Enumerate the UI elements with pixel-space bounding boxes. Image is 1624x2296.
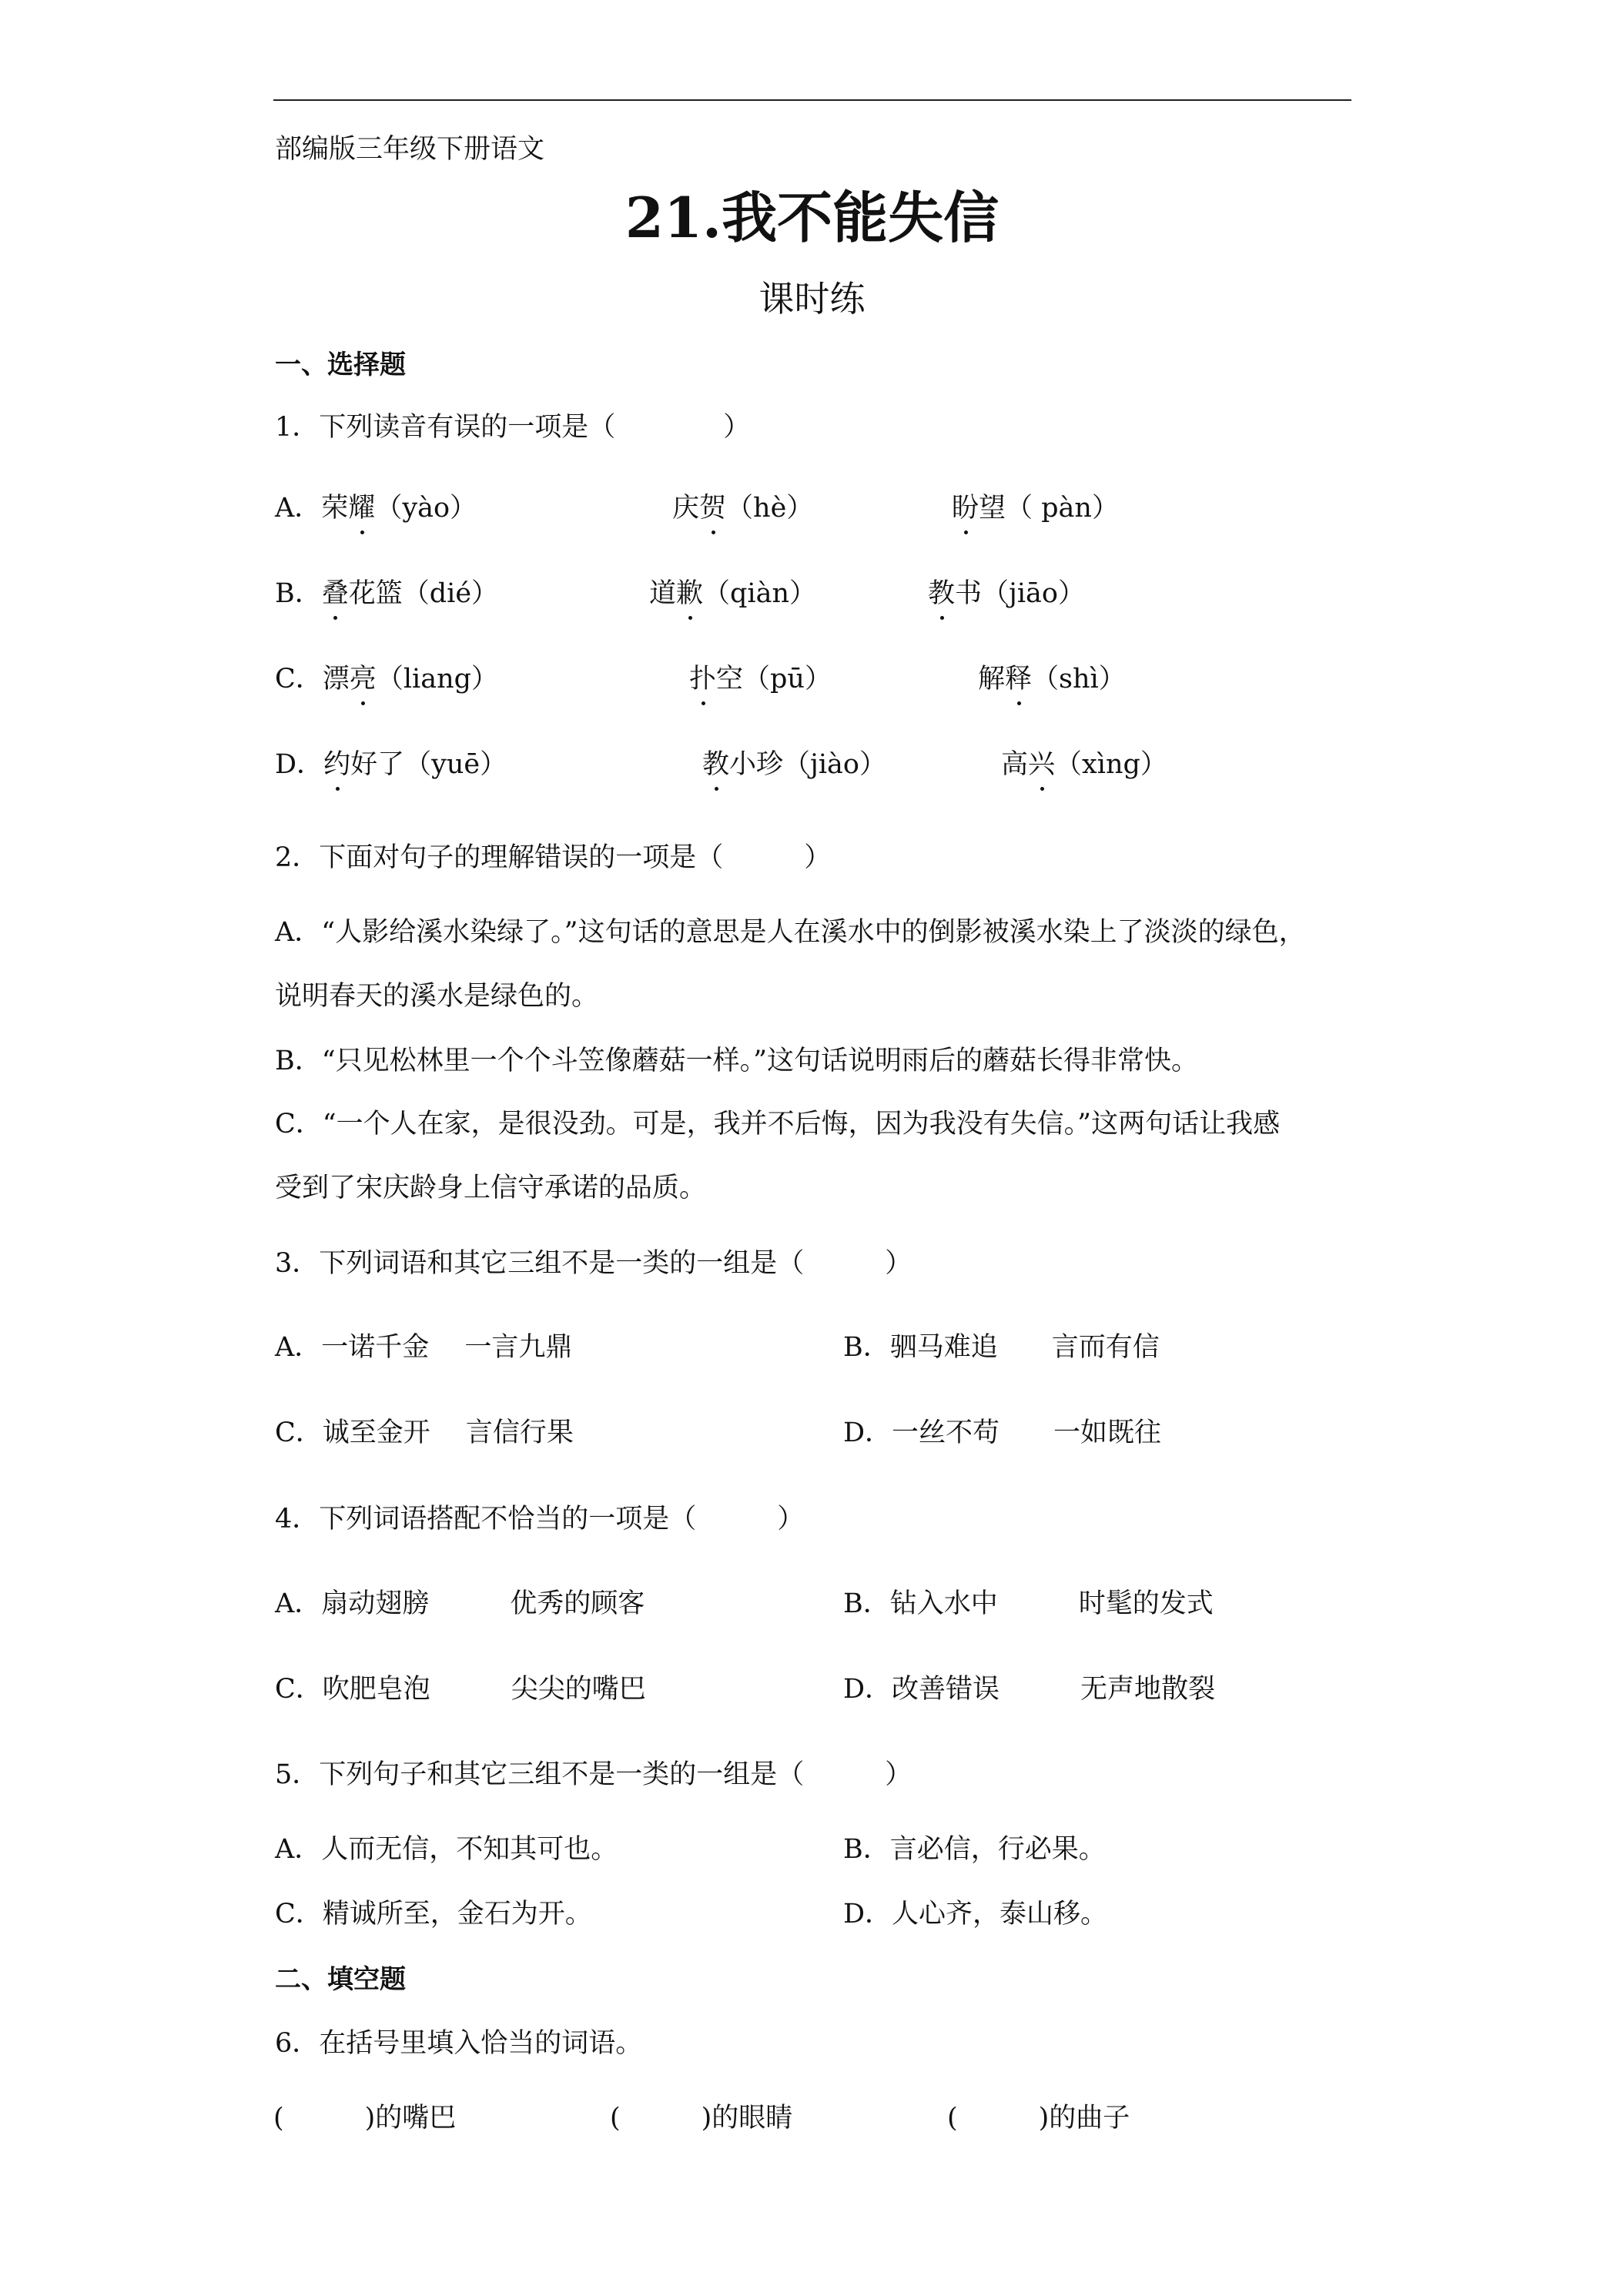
q1-option-c-word2: 扑空（pū） xyxy=(689,658,832,696)
q1-option-d-word2: 教小珍（jiào） xyxy=(702,743,886,782)
q6-blank-1: ( )的嘴巴 xyxy=(273,2103,457,2134)
q5-option-c: C．精诚所至，金石为开。 xyxy=(275,1899,592,1930)
q6-blank-2: ( )的眼睛 xyxy=(610,2103,793,2134)
page-subtitle: 课时练 xyxy=(758,278,866,320)
section-fill-heading: 二、填空题 xyxy=(275,1964,406,1995)
q5-option-d: D．人心齐，泰山移。 xyxy=(843,1899,1108,1930)
q3-stem: 3．下列词语和其它三组不是一类的一组是（ ） xyxy=(275,1248,912,1279)
section-choice-heading: 一、选择题 xyxy=(275,350,406,380)
q1-option-d: D．约好了（yuē） xyxy=(275,743,507,782)
q2-stem: 2．下面对句子的理解错误的一项是（ ） xyxy=(275,842,832,873)
q1-option-c: C．漂亮（liang） xyxy=(275,658,498,696)
q2-option-b: B．“只见松林里一个个斗笠像蘑菇一样。”这句话说明雨后的蘑菇长得非常快。 xyxy=(275,1046,1199,1076)
q1-option-a: A．荣耀（yào） xyxy=(275,487,477,525)
q4-option-d: D．改善错误 无声地散裂 xyxy=(843,1674,1216,1705)
q4-stem: 4．下列词语搭配不恰当的一项是（ ） xyxy=(275,1504,805,1535)
q1-stem: 1．下列读音有误的一项是（ ） xyxy=(275,412,751,443)
q1-option-a-word2: 庆贺（hè） xyxy=(672,487,813,525)
q1-option-b-word3: 教书（jiāo） xyxy=(928,572,1085,611)
q3-option-b: B．驷马难追 言而有信 xyxy=(843,1332,1160,1363)
q6-stem: 6．在括号里填入恰当的词语。 xyxy=(275,2028,643,2059)
q2-option-c-line1: C．“一个人在家，是很没劲。可是，我并不后悔，因为我没有失信。”这两句话让我感 xyxy=(275,1109,1281,1140)
q1-option-b: B．叠花篮（dié） xyxy=(275,572,498,611)
q2-option-c-line2: 受到了宋庆龄身上信守承诺的品质。 xyxy=(275,1173,707,1203)
q5-option-b: B．言必信，行必果。 xyxy=(843,1834,1106,1865)
q1-option-a-word3: 盼望（ pàn） xyxy=(952,487,1119,525)
q3-option-c: C．诚至金开 言信行果 xyxy=(275,1417,574,1448)
q5-stem: 5．下列句子和其它三组不是一类的一组是（ ） xyxy=(275,1759,912,1790)
q4-option-c: C．吹肥皂泡 尖尖的嘴巴 xyxy=(275,1674,646,1705)
q2-option-a-line1: A．“人影给溪水染绿了。”这句话的意思是人在溪水中的倒影被溪水染上了淡淡的绿色， xyxy=(275,917,1306,948)
q5-option-a: A．人而无信，不知其可也。 xyxy=(275,1834,618,1865)
q3-option-a: A．一诺千金 一言九鼎 xyxy=(275,1332,573,1363)
header-text: 部编版三年级下册语文 xyxy=(275,134,545,165)
header-rule xyxy=(273,99,1351,101)
q1-option-d-word3: 高兴（xìng） xyxy=(1001,743,1167,782)
page-title: 21.我不能失信 xyxy=(624,185,1000,250)
q1-option-b-word2: 道歉（qiàn） xyxy=(649,572,816,611)
q4-option-b: B．钻入水中 时髦的发式 xyxy=(843,1588,1214,1619)
q3-option-d: D．一丝不苟 一如既往 xyxy=(843,1417,1162,1448)
q2-option-a-line2: 说明春天的溪水是绿色的。 xyxy=(275,981,599,1012)
q6-blank-3: ( )的曲子 xyxy=(947,2103,1130,2134)
q1-option-c-word3: 解释（shì） xyxy=(978,658,1126,696)
q4-option-a: A．扇动翅膀 优秀的顾客 xyxy=(275,1588,645,1619)
